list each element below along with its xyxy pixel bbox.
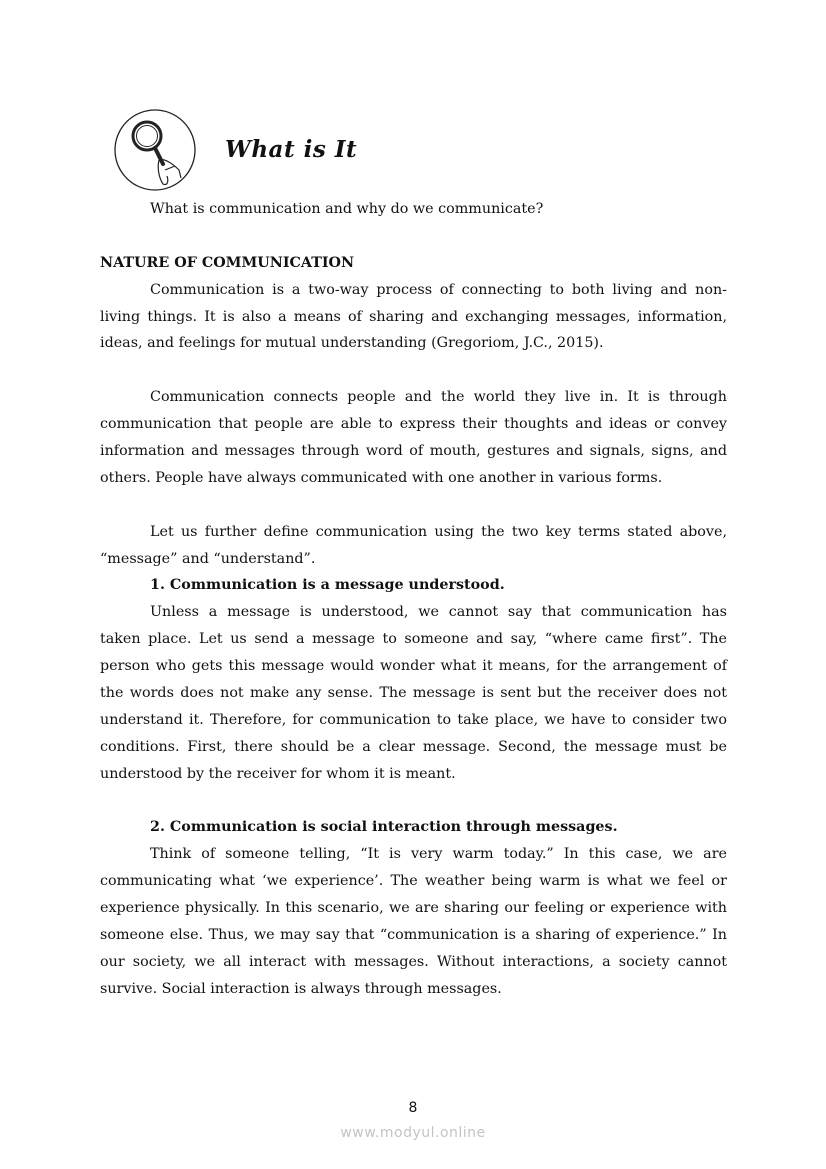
- paragraph: [100, 841, 727, 1002]
- text-line: Think of someone telling, “It is very warm today.” In this case, we are: [150, 846, 727, 863]
- text-line: Let us further define communication using the two key terms stated above,: [150, 523, 727, 540]
- text-line: information and messages through word of mouth, gestures and signals, signs, and: [100, 443, 727, 460]
- text-line: understand it. Therefore, for communication to take place, we have to consider two: [100, 711, 727, 728]
- paragraph: [100, 599, 727, 787]
- text-line: communicating what ‘we experience’. The weather being warm is what we feel or: [100, 873, 727, 890]
- line: [100, 196, 727, 223]
- page-number: 8: [408, 1100, 418, 1116]
- magnifying-glass-hand-icon: [113, 108, 197, 192]
- section-title: What is It: [225, 136, 358, 163]
- blank-line: [100, 788, 727, 815]
- paragraph: [100, 277, 727, 358]
- text-line: taken place. Let us send a message to someone and say, “where came first”. The: [100, 631, 727, 648]
- text-line: living things. It is also a means of sharing and exchanging messages, information,: [100, 308, 727, 325]
- document-body: [100, 196, 727, 1003]
- text-line: Unless a message is understood, we cannot say that communication has: [150, 604, 727, 621]
- subheading: [100, 814, 727, 841]
- text-line: “message” and “understand”.: [100, 550, 316, 567]
- text-line: someone else. Thus, we may say that “communication is a sharing of experience.” In: [100, 927, 727, 944]
- watermark: www.modyul.online: [340, 1125, 486, 1141]
- subheading: [100, 572, 727, 599]
- paragraph: [100, 519, 727, 573]
- text-line: understood by the receiver for whom it is meant.: [100, 765, 456, 782]
- text-line: What is communication and why do we communicate?: [150, 201, 544, 217]
- text-line: 1. Communication is a message understood.: [150, 577, 505, 594]
- text-line: person who gets this message would wonder what it means, for the arrangement of: [100, 658, 727, 675]
- blank-line: [100, 223, 727, 250]
- text-line: experience physically. In this scenario, we are sharing our feeling or experience with: [100, 900, 727, 917]
- text-line: NATURE OF COMMUNICATION: [100, 254, 355, 271]
- text-line: our society, we all interact with messages. Without interactions, a society cannot: [100, 953, 727, 970]
- text-line: survive. Social interaction is always through messages.: [100, 980, 502, 997]
- text-line: others. People have always communicated with one another in various forms.: [100, 469, 663, 486]
- text-line: Communication connects people and the world they live in. It is through: [150, 389, 727, 406]
- text-line: communication that people are able to express their thoughts and ideas or convey: [100, 416, 727, 433]
- text-line: conditions. First, there should be a clear message. Second, the message must be: [100, 738, 727, 755]
- text-line: ideas, and feelings for mutual understanding (Gregoriom, J.C., 2015).: [100, 335, 604, 352]
- blank-line: [100, 492, 727, 519]
- text-line: the words does not make any sense. The message is sent but the receiver does not: [100, 685, 727, 702]
- paragraph: [100, 384, 727, 492]
- text-line: Communication is a two-way process of connecting to both living and non-: [150, 281, 727, 298]
- blank-line: [100, 357, 727, 384]
- text-line: 2. Communication is social interaction through messages.: [150, 819, 618, 836]
- heading: [100, 250, 727, 277]
